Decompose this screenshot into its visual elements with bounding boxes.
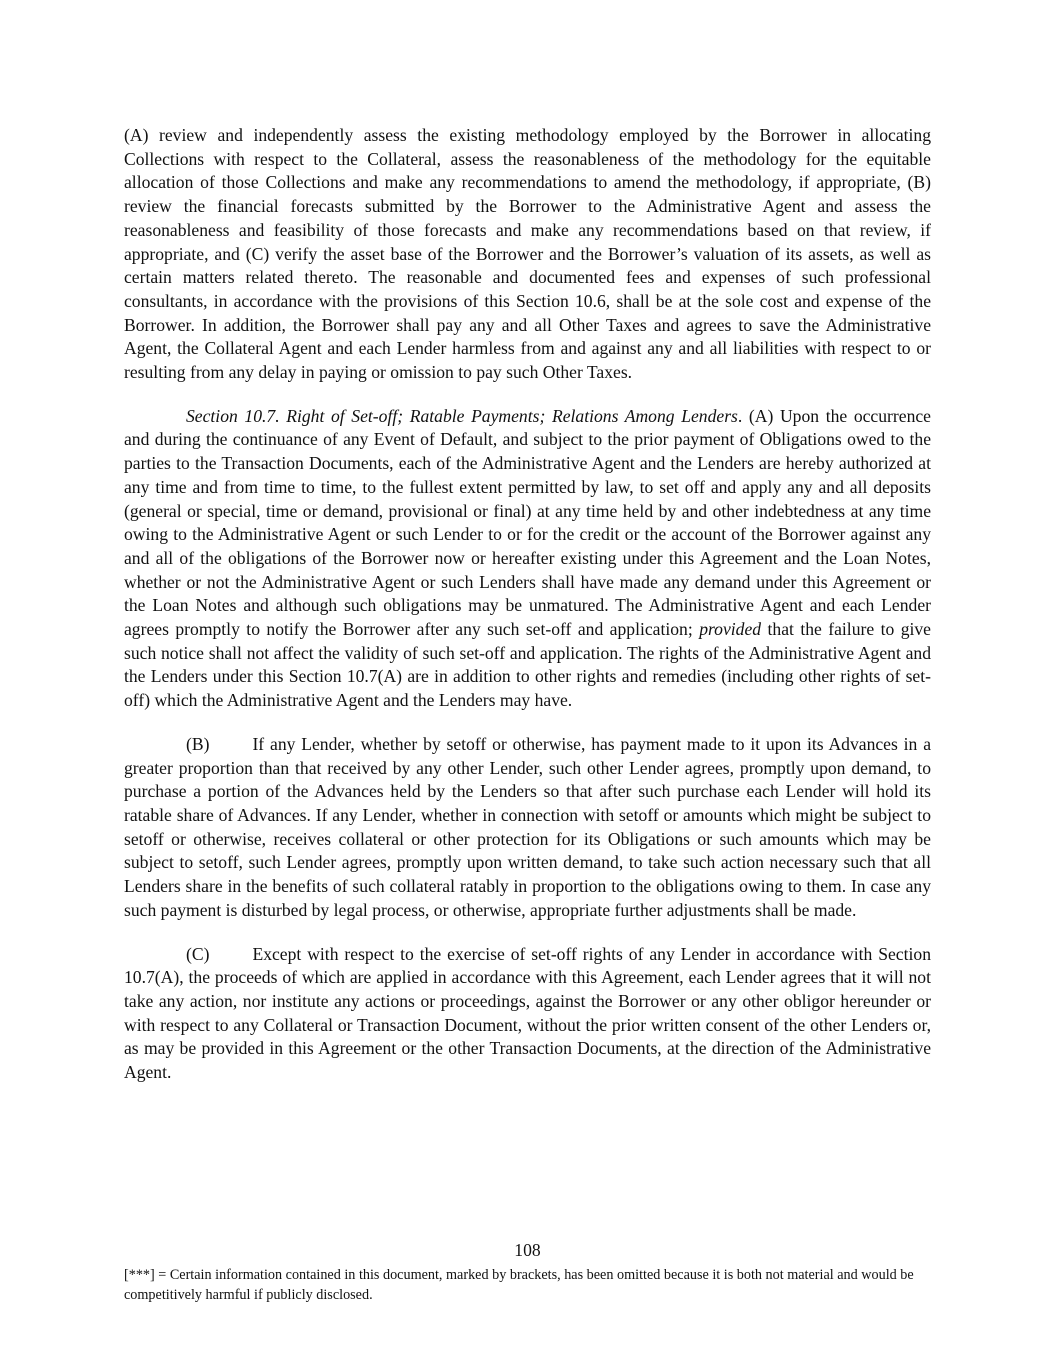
section-heading-end: . [737, 405, 749, 426]
paragraph-section-10-7-a [124, 405, 931, 713]
paragraph-b [124, 733, 931, 923]
section-10-7-a-text: (A) Upon the occurrence and during the continuance of any Event of Default, and subject to the prior payment of Obligations owed to the parties to the Transaction Documents, each of the Administrative Agent and the Lenders are hereby authorized at any time and from time to time, to the fullest extent permitted by law, to set off and apply any and all deposits (general or special, time or demand, provisional or final) at any time held by and other indebtedness at any time owing to the Administrative Agent or such Lender to or for the credit or the account of the Borrower against any and all of the obligations of the Borrower now or hereafter existing under this Agreement and the Loan Notes, whether or not the Administrative Agent or such Lenders shall have made any demand under this Agreement or the Loan Notes and although such obligations may be unmatured. The Administrative Agent and each Lender agrees promptly to notify the Borrower after any such set-off and application; [124, 405, 931, 640]
paragraph-c [124, 943, 931, 1085]
provided-term: provided [699, 619, 762, 640]
page-number: 108 [514, 1240, 541, 1260]
footnote: [***] = Certain information contained in this document, marked by brackets, has been omitted because it is both not material and would be competitively harmful if publicly disclosed. [124, 1267, 914, 1303]
document-body [124, 124, 931, 1105]
paragraph-b-label: (B) [186, 733, 210, 754]
section-heading: Section 10.7. Right of Set-off; Ratable Payments; Relations Among Lenders [186, 405, 738, 426]
paragraph-continuation: (A) review and independently assess the existing methodology employed by the Borrower in allocating Collections with respect to the Collateral, assess the reasonableness of the methodology for the equitable allocation of those Collections and make any recommendations to amend the methodology, if appropriate, (B) review the financial forecasts submitted by the Borrower to the Administrative Agent and assess the reasonableness and feasibility of those forecasts and make any recommendations based on that review, if appropriate, and (C) verify the asset base of the Borrower and the Borrower’s valuation of its assets, as well as certain matters related thereto. The reasonable and documented fees and expenses of such professional consultants, in accordance with the provisions of this Section 10.6, shall be at the sole cost and expense of the Borrower. In addition, the Borrower shall pay any and all Other Taxes and agrees to save the Administrative Agent, the Collateral Agent and each Lender harmless from and against any and all liabilities with respect to or resulting from any delay in paying or omission to pay such Other Taxes. [124, 125, 931, 383]
section-10-7-a-text-end: that the failure to give such notice shall not affect the validity of such set-off and application. The rights of the Administrative Agent and the Lenders under this Section 10.7(A) are in addition to other rights and remedies (including other rights of set-off) which the Administrative Agent and the Lenders may have. [124, 619, 931, 711]
paragraph-b-text: If any Lender, whether by setoff or otherwise, has payment made to it upon its Advances in a greater proportion than that received by any other Lender, such other Lender agrees, promptly upon demand, to purchase a portion of the Advances held by the Lenders so that after such purchase each Lender will hold its ratable share of Advances. If any Lender, whether in connection with setoff or amounts which might be subject to setoff or otherwise, receives collateral or other protection for its Obligations or such amounts which may be subject to setoff, such Lender agrees, promptly upon written demand, to take such action necessary such that all Lenders share in the benefits of such collateral ratably in proportion to the obligations owing to them. In case any such payment is disturbed by legal process, or otherwise, appropriate further adjustments shall be made. [124, 733, 931, 920]
paragraph-c-label: (C) [186, 943, 210, 964]
paragraph-c-text: Except with respect to the exercise of set-off rights of any Lender in accordance with Section 10.7(A), the proceeds of which are applied in accordance with this Agreement, each Lender agrees that it will not take any action, nor institute any actions or proceedings, against the Borrower or any other obligor hereunder or with respect to any Collateral or Transaction Document, without the prior written consent of the other Lenders or, as may be provided in this Agreement or the other Transaction Documents, at the direction of the Administrative Agent. [124, 943, 931, 1083]
